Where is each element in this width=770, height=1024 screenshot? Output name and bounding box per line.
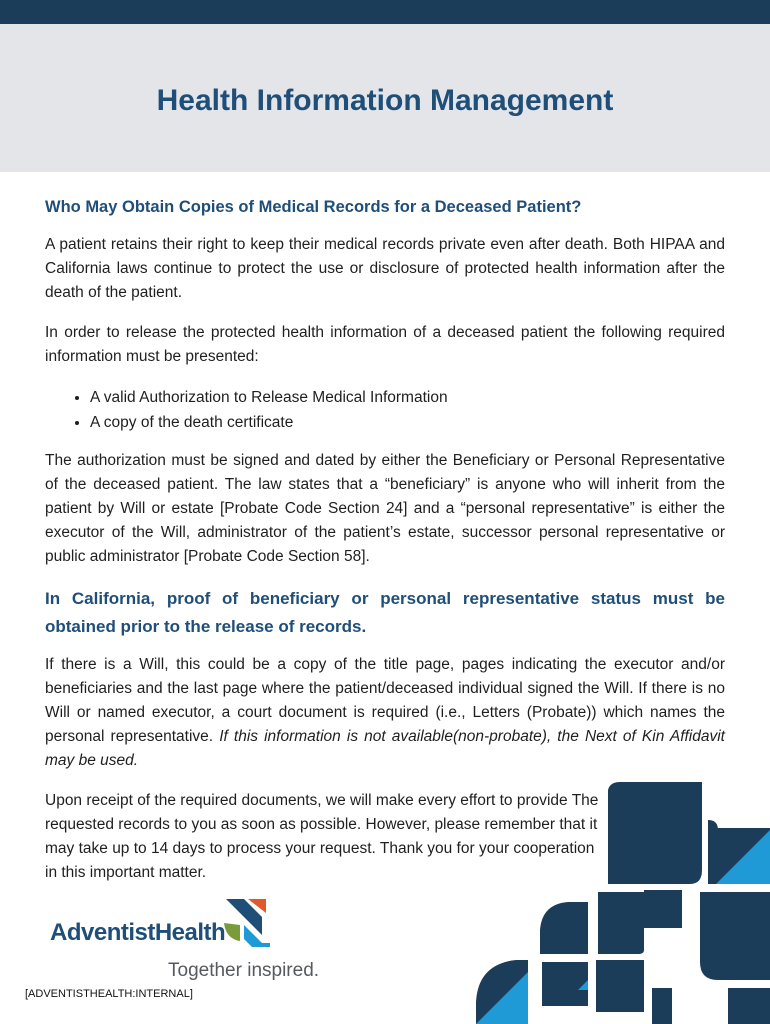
requirements-list (45, 385, 725, 435)
authorization-paragraph: The authorization must be signed and dated by either the Beneficiary or Personal Representative of the deceased patient. The law states that a “beneficiary” is anyone who will inherit from the patient by Will or estate [Probate Code Section 24] and a “personal representative” is either the executor of the Will, administrator of the patient’s estate, successor personal representative or public administrator [Probate Code Section 58]. (45, 452, 725, 565)
internal-label: [ADVENTISTHEALTH:INTERNAL] (25, 988, 193, 1000)
logo-wordmark: AdventistHealth (50, 919, 226, 946)
top-bar (0, 0, 770, 24)
will-paragraph-text: If there is a Will, this could be a copy of the title page, pages indicating the executor and/or beneficiaries and the last page where the patient/deceased individual signed the Will. If there is no Will or named executor, a court document is required (i.e., Letters (Probate)) which names the personal representative. (45, 656, 725, 745)
requirements-paragraph: In order to release the protected health information of a deceased patient the following required information must be presented: (45, 324, 725, 365)
adventist-health-logo (50, 895, 350, 995)
affidavit-note: If this information is not available(non-probate), the Next of Kin Affidavit may be used. (45, 728, 725, 769)
page-title: Health Information Management (156, 84, 614, 117)
will-paragraph (45, 653, 725, 773)
section-title: Who May Obtain Copies of Medical Records for a Deceased Patient? (45, 198, 582, 216)
decorative-shapes-icon (468, 780, 770, 1024)
leaf-mark-icon (222, 895, 272, 950)
list-item: • A valid Authorization to Release Medical Information (90, 385, 725, 410)
tagline: Together inspired. (168, 960, 320, 981)
intro-paragraph: A patient retains their right to keep their medical records private even after death. Both HIPAA and California laws continue to protect the use or disclosure of protected health information after the death of the patient. (45, 236, 725, 301)
list-item: • A copy of the death certificate (90, 410, 725, 435)
closing-paragraph: Upon receipt of the required documents, we will make every effort to provide The requested records to you as soon as possible. However, please remember that it may take up to 14 days to process your request. Thank you for your cooperation in this important matter. (45, 792, 599, 881)
header-banner (0, 24, 770, 172)
california-notice: In California, proof of beneficiary or personal representative status must be obtained prior to the release of records. (45, 589, 725, 636)
